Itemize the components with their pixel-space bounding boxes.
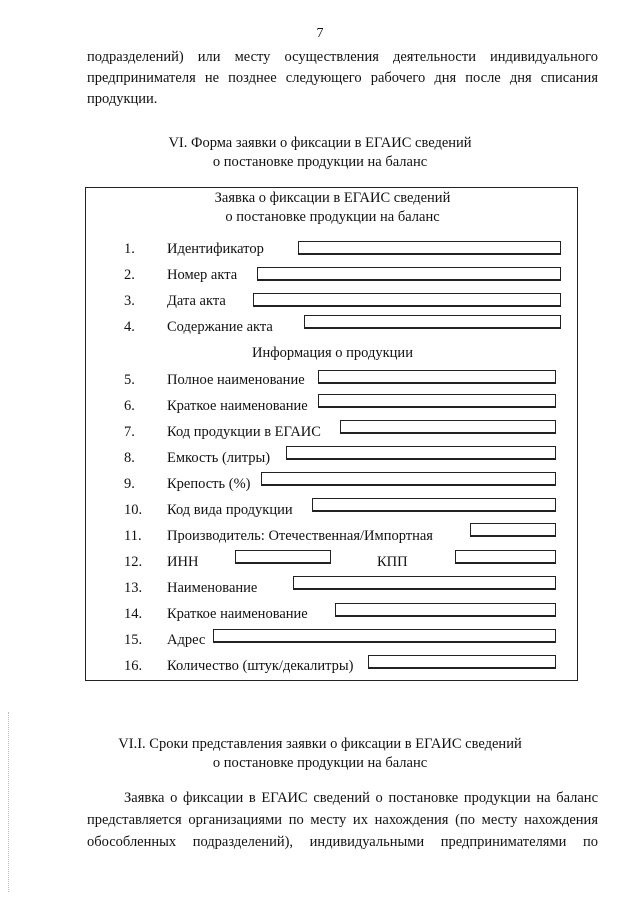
row-number: 14. — [124, 606, 143, 622]
label-short-name: Краткое наименование — [167, 398, 308, 414]
label-producer: Производитель: Отечественная/Импортная — [167, 528, 433, 544]
identifier-field[interactable] — [298, 241, 561, 255]
quantity-field[interactable] — [368, 655, 556, 669]
row-number: 3. — [124, 293, 135, 309]
row-number: 12. — [124, 554, 143, 570]
product-info-subheading: Информация о продукции — [252, 345, 413, 361]
form-title-line1: Заявка о фиксации в ЕГАИС сведений — [214, 190, 451, 206]
label-identifier: Идентификатор — [167, 241, 264, 257]
intro-line: подразделений) или месту осуществления деятельности индивидуального — [87, 49, 598, 65]
row-number: 13. — [124, 580, 143, 596]
short-name-field[interactable] — [318, 394, 556, 408]
closing-line: обособленных подразделений), индивидуальными предпринимателями по — [87, 834, 598, 850]
row-number: 15. — [124, 632, 143, 648]
scan-margin-mark — [8, 712, 10, 892]
intro-line: продукции. — [87, 91, 158, 107]
label-kpp: КПП — [377, 554, 408, 570]
inn-field[interactable] — [235, 550, 331, 564]
product-type-code-field[interactable] — [312, 498, 556, 512]
label-quantity: Количество (штук/декалитры) — [167, 658, 354, 674]
section-6-1-title-line1: VI.I. Сроки представления заявки о фиксации в ЕГАИС сведений — [118, 736, 522, 752]
section-6-heading — [0, 134, 640, 172]
form-title-line2: о постановке продукции на баланс — [225, 209, 440, 225]
closing-paragraph — [87, 787, 598, 853]
intro-line: предпринимателя не позднее следующего рабочего дня после дня списания — [87, 70, 598, 86]
row-number: 2. — [124, 267, 135, 283]
act-content-field[interactable] — [304, 315, 561, 329]
producer-name-field[interactable] — [293, 576, 556, 590]
label-volume: Емкость (литры) — [167, 450, 271, 466]
row-number: 5. — [124, 372, 135, 388]
strength-field[interactable] — [261, 472, 556, 486]
producer-field[interactable] — [470, 523, 556, 537]
label-egais-code: Код продукции в ЕГАИС — [167, 424, 321, 440]
row-number: 9. — [124, 476, 135, 492]
row-number: 7. — [124, 424, 135, 440]
label-act-date: Дата акта — [167, 293, 226, 309]
section-6-title-line1: VI. Форма заявки о фиксации в ЕГАИС сведений — [168, 135, 472, 151]
row-number: 11. — [124, 528, 142, 544]
row-number: 6. — [124, 398, 135, 414]
label-strength: Крепость (%) — [167, 476, 251, 492]
act-date-field[interactable] — [253, 293, 561, 307]
kpp-field[interactable] — [455, 550, 556, 564]
row-number: 1. — [124, 241, 135, 257]
label-product-type-code: Код вида продукции — [167, 502, 293, 518]
producer-short-name-field[interactable] — [335, 603, 556, 617]
row-number: 8. — [124, 450, 135, 466]
act-number-field[interactable] — [257, 267, 561, 281]
page-number: 7 — [316, 26, 324, 41]
label-inn: ИНН — [167, 554, 199, 570]
section-6-title-line2: о постановке продукции на баланс — [212, 154, 428, 170]
label-producer-name: Наименование — [167, 580, 258, 596]
closing-line: представляется организациями по месту их нахождения (по месту нахождения — [87, 812, 598, 828]
label-act-number: Номер акта — [167, 267, 238, 283]
intro-paragraph — [87, 47, 598, 110]
row-number: 4. — [124, 319, 135, 335]
volume-field[interactable] — [286, 446, 556, 460]
egais-code-field[interactable] — [340, 420, 556, 434]
label-act-content: Содержание акта — [167, 319, 273, 335]
section-6-1-heading — [0, 735, 640, 773]
closing-line: Заявка о фиксации в ЕГАИС сведений о постановке продукции на баланс — [124, 790, 598, 806]
label-address: Адрес — [167, 632, 206, 648]
form-title — [86, 189, 579, 227]
full-name-field[interactable] — [318, 370, 556, 384]
row-number: 16. — [124, 658, 143, 674]
address-field[interactable] — [213, 629, 556, 643]
row-number: 10. — [124, 502, 143, 518]
label-full-name: Полное наименование — [167, 372, 305, 388]
section-6-1-title-line2: о постановке продукции на баланс — [212, 755, 428, 771]
label-producer-short-name: Краткое наименование — [167, 606, 308, 622]
